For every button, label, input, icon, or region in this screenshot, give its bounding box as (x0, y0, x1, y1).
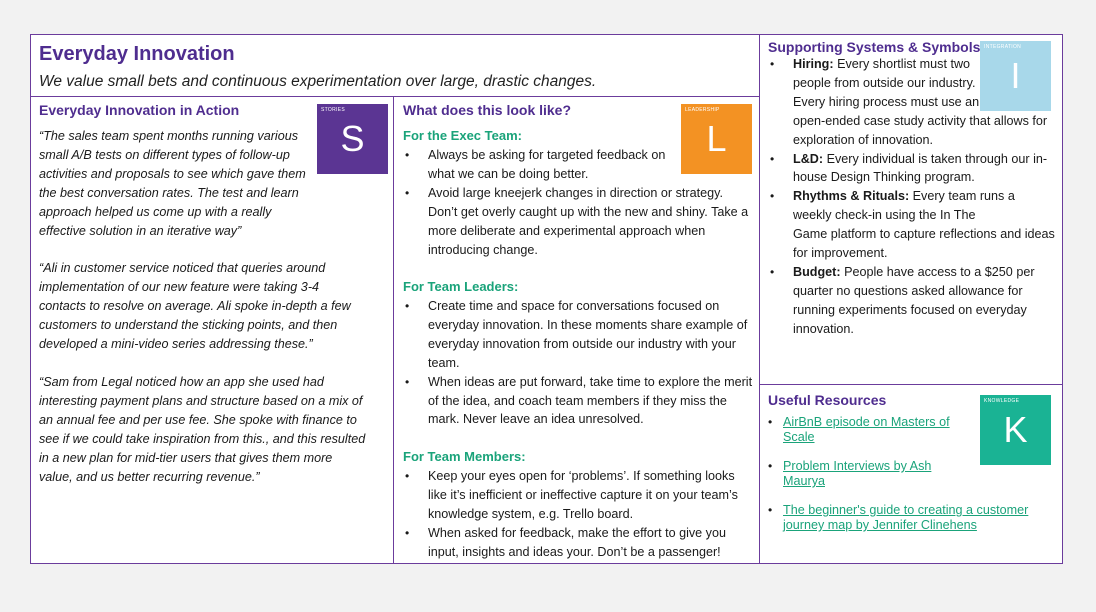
item-label: L&D: (793, 151, 824, 166)
story-quote-2: “Ali in customer service noticed that queries around implementation of our new feature were taking 3-4 contacts to resolve on average. Ali spoke in-depth a few customers to understand the sticking points, and then developed a mini-video series addressing these.” (39, 261, 351, 351)
list-item: • Keep your eyes open for ‘problems’. If something looks like it’s inefficient or ineffective capture it on your team’s knowledge system, e.g. Trello board. (403, 467, 753, 524)
resources-heading: Useful Resources (768, 392, 887, 408)
outer-border-bottom (30, 563, 1063, 564)
header-divider (30, 96, 759, 97)
column-divider-1 (393, 96, 394, 564)
list-item: • Always be asking for targeted feedback on what we can be doing better. (403, 146, 673, 184)
outer-border-right (1062, 34, 1063, 564)
leadership-tile-tag: LEADERSHIP (685, 107, 720, 113)
leadership-tile-letter: L (706, 118, 727, 159)
integration-tile-tag: INTEGRATION (984, 44, 1022, 50)
item-label: Budget: (793, 264, 841, 279)
story-quote-1: “The sales team spent months running various small A/B tests on different types of follow-up activities and proposals to see which gave them the best conversation rates. The test and learn approach helped us come up with a really effective solution in an iterative way” (39, 129, 306, 238)
team-members-list (403, 467, 753, 562)
stories-tile-tag: STORIES (321, 107, 345, 113)
list-item: • Create time and space for conversations focused on everyday innovation. In these moments share example of everyday innovation from outside our industry with your team. (403, 297, 753, 373)
resource-link-problem-interviews[interactable]: • Problem Interviews by Ash Maurya (783, 459, 932, 488)
story-quote-3: “Sam from Legal noticed how an app she used had interesting payment plans and structure based on a mix of an annual fee and per use fee. She spoke with finance to see if we could take inspiration from this., and this resulted in a new plan for mid-tier users that gives them more value, and us better recurring revenue.” (39, 375, 366, 484)
outer-border-left (30, 34, 31, 564)
list-item: • Rhythms & Rituals: Every team runs a weekly check-in using the In The Game platform to capture reflections and ideas for improvement. (768, 187, 1056, 263)
exec-team-list (403, 146, 753, 259)
resource-link-journey-map[interactable]: • The beginner's guide to creating a customer journey map by Jennifer Clinehens (783, 503, 1029, 532)
item-label: Rhythms & Rituals: (793, 189, 910, 204)
list-item: • When ideas are put forward, take time to explore the merit of the idea, and coach team members if they miss the mark. Never leave an idea unresolved. (403, 373, 753, 430)
leadership-heading: What does this look like? (403, 102, 572, 118)
list-item: • Budget: People have access to a $250 per quarter no questions asked allowance for running experiments focused on everyday innovation. (768, 263, 1038, 339)
exec-team-heading: For the Exec Team: (403, 128, 522, 143)
systems-list (768, 55, 1056, 339)
integration-tile-letter: I (1010, 55, 1021, 96)
knowledge-tile-letter: K (1003, 409, 1028, 450)
page-title: Everyday Innovation (39, 43, 235, 65)
team-leaders-list (403, 297, 753, 429)
list-item: • L&D: Every individual is taken through our in-house Design Thinking program. (768, 150, 1056, 188)
systems-heading: Supporting Systems & Symbols (768, 39, 981, 55)
resource-link-airbnb[interactable]: • AirBnB episode on Masters of Scale (783, 415, 950, 444)
right-divider (759, 384, 1063, 385)
list-item: • Hiring: Every shortlist must two people from outside our industry. Every hiring process must use an open-ended case study activity that allows for exploration of innovation. (768, 55, 1056, 150)
stories-tile-letter: S (340, 118, 365, 159)
stories-tile (317, 104, 388, 174)
item-label: Hiring: (793, 57, 834, 71)
page-subtitle: We value small bets and continuous experimentation over large, drastic changes. (39, 73, 597, 90)
column-divider-2 (759, 34, 760, 564)
stories-heading: Everyday Innovation in Action (39, 102, 240, 118)
team-leaders-heading: For Team Leaders: (403, 279, 519, 294)
resource-item (768, 459, 1053, 489)
team-members-heading: For Team Members: (403, 449, 526, 464)
outer-border-top (30, 34, 1063, 35)
list-item: • Avoid large kneejerk changes in direction or strategy. Don’t get overly caught up with the new and shiny. Take a more deliberate and experimental approach when introducing change. (403, 184, 753, 260)
resource-item (768, 415, 1053, 445)
list-item: • When asked for feedback, make the effort to give you input, insights and ideas your. Don’t be a passenger! (403, 524, 753, 562)
document-page (30, 34, 1063, 564)
knowledge-tile-tag: KNOWLEDGE (984, 398, 1020, 404)
resources-list (768, 415, 1053, 547)
resource-item (768, 503, 1053, 533)
